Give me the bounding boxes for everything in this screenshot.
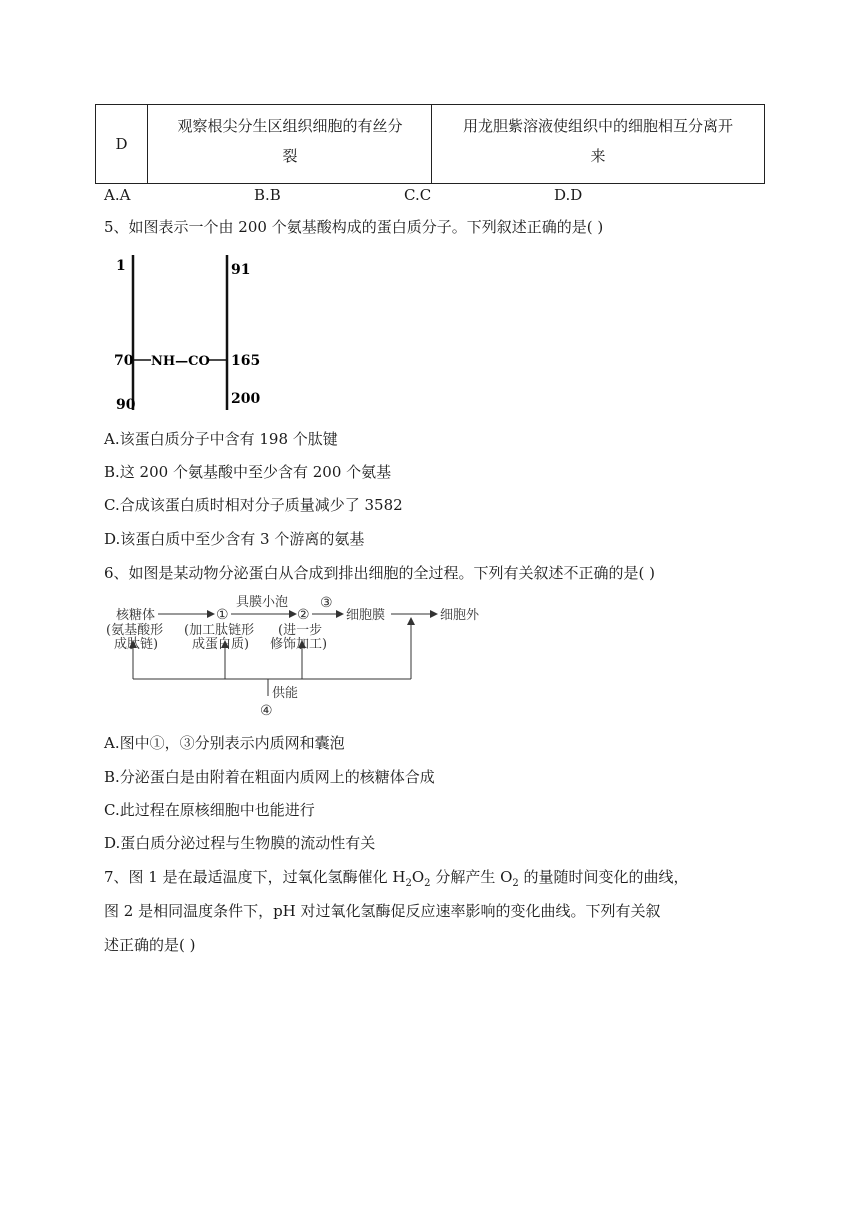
q4-option-a: A.A <box>104 186 131 204</box>
q5-stem: 5、如图表示一个由 200 个氨基酸构成的蛋白质分子。下列叙述正确的是( ) <box>104 218 604 236</box>
circled-4-label: ④ <box>260 703 273 719</box>
chain1-top-label: 1 <box>116 258 126 274</box>
q7-stem-line2: 图 2 是相同温度条件下，pH 对过氧化氢酶促反应速率影响的变化曲线。下列有关叙 <box>104 902 661 920</box>
q6-option-a: A.图中①，③分别表示内质网和囊泡 <box>104 734 345 752</box>
chain1-mid-label: 70 <box>114 353 134 369</box>
chain1-bottom-label: 90 <box>116 397 136 413</box>
circled-2-label: ② <box>297 607 310 623</box>
chain2-top-label: 91 <box>231 262 251 278</box>
outside-label: 细胞外 <box>440 608 480 623</box>
chain2-bottom-label: 200 <box>231 391 261 407</box>
n1-note-1: (加工肽链形 <box>184 623 255 638</box>
q5-protein-figure <box>100 250 280 415</box>
table-cell-method-line2: 来 <box>590 147 606 165</box>
q4-option-b: B.B <box>254 186 281 204</box>
ribosome-label: 核糖体 <box>116 608 156 623</box>
q6-option-d: D.蛋白质分泌过程与生物膜的流动性有关 <box>104 834 376 852</box>
q4-option-c: C.C <box>404 186 432 204</box>
ribosome-note-1: (氨基酸形 <box>106 623 164 638</box>
q5-option-a: A.该蛋白质分子中含有 198 个肽键 <box>104 430 338 448</box>
q7-stem-line3: 述正确的是( ) <box>104 936 196 954</box>
circled-3-label: ③ <box>320 595 333 611</box>
q5-option-b: B.这 200 个氨基酸中至少含有 200 个氨基 <box>104 463 392 481</box>
peptide-bond-label: NH—CO <box>151 354 210 369</box>
membrane-label: 细胞膜 <box>346 608 386 623</box>
table-cell-experiment <box>147 105 432 183</box>
q6-stem: 6、如图是某动物分泌蛋白从合成到排出细胞的全过程。下列有关叙述不正确的是( ) <box>104 564 656 582</box>
table-cell-experiment-line1: 观察根尖分生区组织细胞的有丝分 <box>177 117 403 135</box>
energy-label: 供能 <box>272 686 299 701</box>
circled-1-label: ① <box>216 607 229 623</box>
q6-option-b: B.分泌蛋白是由附着在粗面内质网上的核糖体合成 <box>104 768 435 786</box>
vesicle-label: 具膜小泡 <box>236 595 289 610</box>
ribosome-note-2: 成肽链) <box>114 637 159 652</box>
n2-note-1: (进一步 <box>278 623 323 638</box>
n1-note-2: 成蛋白质) <box>192 637 250 652</box>
q5-option-c: C.合成该蛋白质时相对分子质量减少了 3582 <box>104 496 403 514</box>
answer-table <box>95 104 765 184</box>
q4-option-d: D.D <box>554 186 583 204</box>
chain2-mid-label: 165 <box>231 353 261 369</box>
table-cell-method-line1: 用龙胆紫溶液使组织中的细胞相互分离开 <box>462 117 733 135</box>
q6-option-c: C.此过程在原核细胞中也能进行 <box>104 801 315 819</box>
table-cell-experiment-line2: 裂 <box>282 147 298 165</box>
table-cell-letter: D <box>96 105 148 183</box>
n2-note-2: 修饰加工) <box>270 637 328 652</box>
q6-secretion-figure <box>100 590 500 720</box>
q7-stem-line1: 7、图 1 是在最适温度下，过氧化氢酶催化 $H_2O_2$ 分解产生 $O_2$ 的量随时间变化的曲线， <box>104 868 689 889</box>
table-cell-method <box>432 105 764 183</box>
q5-option-d: D.该蛋白质中至少含有 3 个游离的氨基 <box>104 530 365 548</box>
